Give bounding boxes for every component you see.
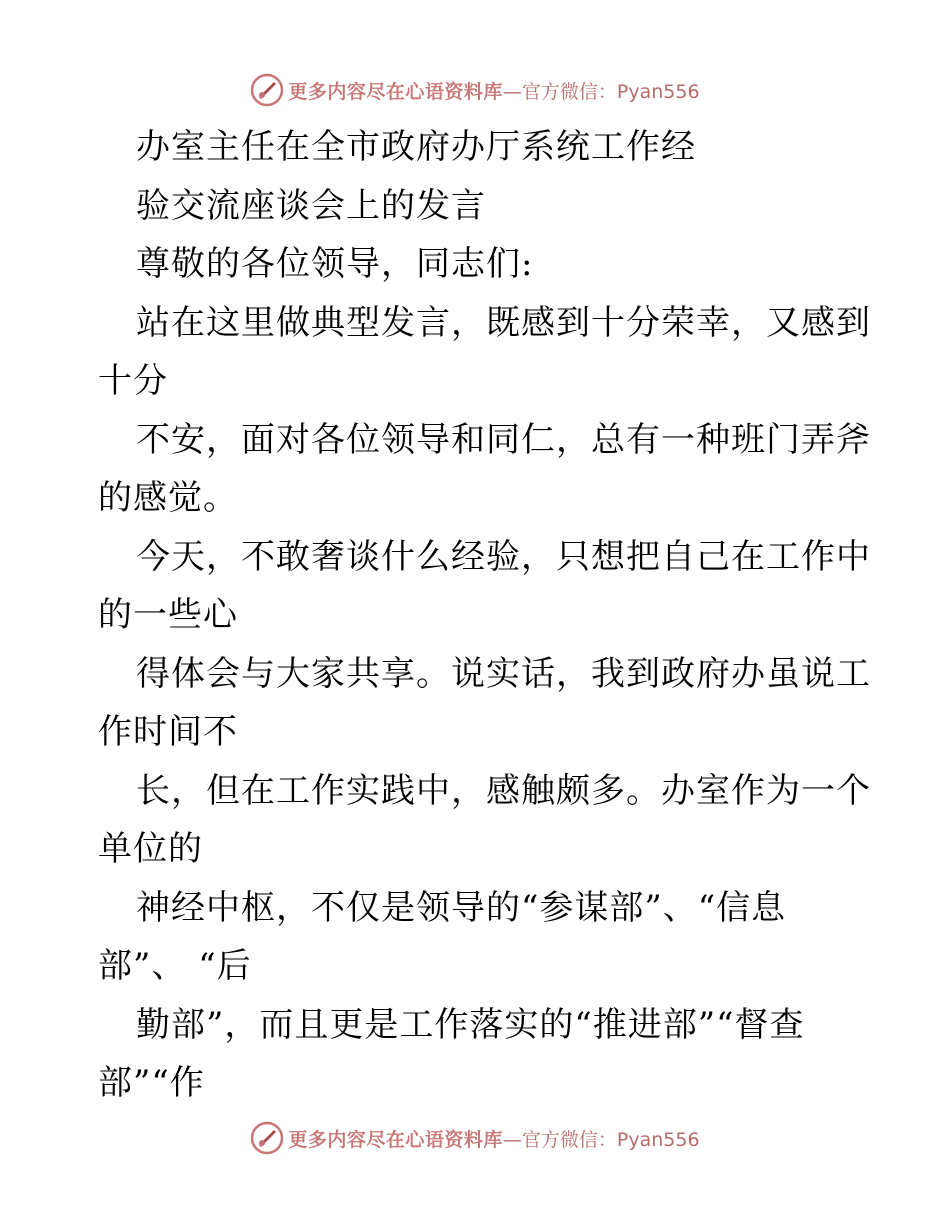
paragraph-line: 的一些心 — [98, 595, 238, 635]
paragraph-line: 站在这里做典型发言，既感到十分荣幸，又感到 — [136, 302, 871, 343]
banner-wechat-text: —官方微信：Pyan556 — [502, 80, 700, 103]
logo-icon — [250, 1121, 284, 1155]
paragraph-line: 神经中枢，不仅是领导的“参谋部”、“信息 — [136, 887, 787, 928]
paragraph-line: 得体会与大家共享。说实话，我到政府办虽说工 — [136, 653, 871, 694]
footer-watermark-banner — [0, 1118, 950, 1158]
paragraph-line: 部”“作 — [98, 1063, 205, 1103]
title-line-1: 办室主任在全市政府办厅系统工作经 — [136, 127, 696, 167]
paragraph-line: 长，但在工作实践中，感触颇多。办室作为一个 — [136, 770, 871, 811]
paragraph-line: 作时间不 — [98, 712, 238, 752]
banner-main-text: 更多内容尽在心语资料库 — [288, 80, 503, 103]
header-watermark-banner — [0, 70, 950, 110]
paragraph-line: 部”、 “后 — [98, 946, 252, 986]
paragraph-line: 今天，不敢奢谈什么经验，只想把自己在工作中 — [136, 536, 871, 577]
paragraph-line: 单位的 — [98, 829, 203, 869]
banner-main-text: 更多内容尽在心语资料库 — [288, 1128, 503, 1151]
salutation: 尊敬的各位领导，同志们: — [136, 244, 534, 284]
paragraph-line: 不安，面对各位领导和同仁，总有一种班门弄斧 — [136, 419, 871, 460]
paragraph-line: 十分 — [98, 361, 168, 401]
paragraph-line: 勤部”，而且更是工作落实的“推进部”“督查 — [136, 1004, 805, 1045]
banner-wechat-text: —官方微信：Pyan556 — [502, 1128, 700, 1151]
logo-icon — [250, 73, 284, 107]
paragraph-line: 的感觉。 — [98, 478, 238, 518]
title-line-2: 验交流座谈会上的发言 — [136, 185, 486, 226]
document-body — [98, 118, 871, 1113]
